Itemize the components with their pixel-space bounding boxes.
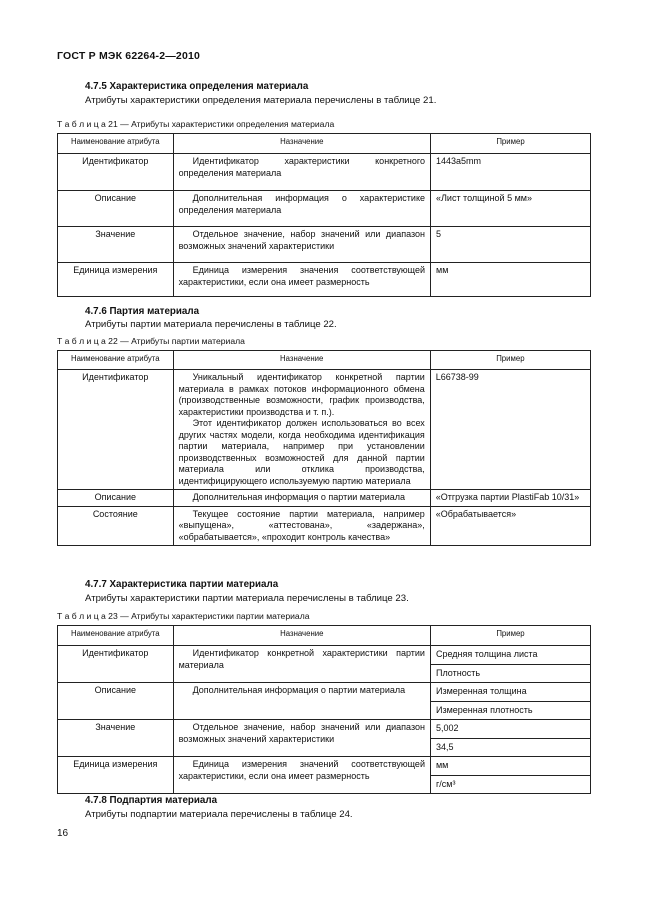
attr-name: Описание — [58, 191, 174, 227]
table-22 — [57, 350, 591, 546]
col-header-example: Пример — [430, 626, 590, 646]
table-row — [58, 757, 591, 776]
attr-purpose: Уникальный идентификатор конкретной партии материала в рамках потоков информационного обмена (производственные возможности, график производства, характеристики производства и т. п.). — [178, 372, 425, 417]
table-row — [58, 370, 591, 490]
col-header-name: Наименование атрибута — [58, 134, 174, 154]
table-row — [58, 227, 591, 263]
attr-purpose: Дополнительная информация о партии материала — [192, 685, 406, 695]
table-row — [58, 646, 591, 665]
attr-example: L66738-99 — [430, 370, 590, 490]
table-row — [58, 263, 591, 297]
attr-purpose-note: Этот идентификатор должен использоваться во всех других частях модели, когда необходима идентификация партии материала, например при установлении производственных возможностей для данной партии материала или отклика производства, идентифицирующего используемую партию материала — [178, 418, 425, 486]
attr-example: Измеренная плотность — [430, 701, 590, 720]
table-row — [58, 154, 591, 191]
table-21 — [57, 133, 591, 297]
attr-example: Средняя толщина листа — [430, 646, 590, 665]
attr-name: Идентификатор — [58, 370, 174, 490]
attr-name: Описание — [58, 490, 174, 507]
col-header-example: Пример — [431, 134, 591, 154]
document-header: ГОСТ Р МЭК 62264-2—2010 — [57, 50, 201, 62]
table-row — [58, 683, 591, 702]
attr-purpose: Идентификатор характеристики конкретного определения материала — [178, 156, 425, 178]
attr-purpose: Единица измерения значения соответствующей характеристики, если она имеет размерность — [178, 265, 425, 287]
attr-name: Состояние — [58, 506, 174, 546]
col-header-example: Пример — [430, 351, 590, 370]
section-title-4-7-6: 4.7.6 Партия материала — [85, 306, 200, 317]
attr-name: Описание — [58, 683, 174, 720]
section-title-4-7-8: 4.7.8 Подпартия материала — [85, 795, 218, 806]
attr-purpose: Единица измерения значений соответствующей характеристики, если она имеет размерность — [178, 759, 425, 781]
attr-name: Значение — [58, 227, 174, 263]
section-intro-4-7-6: Атрибуты партии материала перечислены в таблице 22. — [85, 319, 337, 330]
section-title-4-7-5: 4.7.5 Характеристика определения материала — [85, 81, 309, 92]
col-header-purpose: Назначение — [173, 626, 430, 646]
attr-purpose: Текущее состояние партии материала, например «выпущена», «аттестована», «задержана», «обрабатывается», «проходит контроль качества» — [178, 508, 425, 542]
attr-example: мм — [431, 263, 591, 297]
table-row — [58, 490, 591, 507]
table-23 — [57, 625, 591, 794]
col-header-name: Наименование атрибута — [58, 351, 174, 370]
section-intro-4-7-5: Атрибуты характеристики определения материала перечислены в таблице 21. — [85, 95, 437, 106]
attr-purpose: Дополнительная информация о партии материала — [192, 492, 406, 502]
attr-example: Измеренная толщина — [430, 683, 590, 702]
section-intro-4-7-8: Атрибуты подпартии материала перечислены в таблице 24. — [85, 809, 353, 820]
table-row — [58, 720, 591, 739]
attr-example: 5,002 — [430, 720, 590, 739]
table-21-caption: Т а б л и ц а 21 — Атрибуты характеристики определения материала — [57, 119, 335, 129]
table-row — [58, 191, 591, 227]
attr-example: «Лист толщиной 5 мм» — [431, 191, 591, 227]
col-header-name: Наименование атрибута — [58, 626, 174, 646]
attr-purpose: Дополнительная информация о характеристике определения материала — [178, 193, 425, 215]
section-intro-4-7-7: Атрибуты характеристики партии материала перечислены в таблице 23. — [85, 593, 409, 604]
attr-example: 1443a5mm — [431, 154, 591, 191]
table-row — [58, 506, 591, 546]
section-title-4-7-7: 4.7.7 Характеристика партии материала — [85, 579, 279, 590]
attr-example: Плотность — [430, 664, 590, 683]
attr-purpose: Отдельное значение, набор значений или диапазон возможных значений характеристики — [178, 722, 425, 744]
attr-name: Единица измерения — [58, 757, 174, 794]
attr-example: «Отгрузка партии PlastiFab 10/31» — [430, 490, 590, 507]
attr-name: Значение — [58, 720, 174, 757]
attr-example: мм — [430, 757, 590, 776]
attr-example: 34,5 — [430, 738, 590, 757]
attr-example: г/см³ — [430, 775, 590, 794]
attr-name: Единица измерения — [58, 263, 174, 297]
attr-purpose: Идентификатор конкретной характеристики партии материала — [178, 648, 425, 670]
table-22-caption: Т а б л и ц а 22 — Атрибуты партии материала — [57, 336, 245, 346]
col-header-purpose: Назначение — [173, 351, 430, 370]
attr-name: Идентификатор — [58, 154, 174, 191]
attr-example: «Обрабатывается» — [430, 506, 590, 546]
attr-example: 5 — [431, 227, 591, 263]
attr-name: Идентификатор — [58, 646, 174, 683]
attr-purpose: Отдельное значение, набор значений или диапазон возможных значений характеристики — [178, 229, 425, 251]
table-23-caption: Т а б л и ц а 23 — Атрибуты характеристики партии материала — [57, 611, 310, 621]
col-header-purpose: Назначение — [173, 134, 430, 154]
page-number: 16 — [57, 828, 69, 839]
